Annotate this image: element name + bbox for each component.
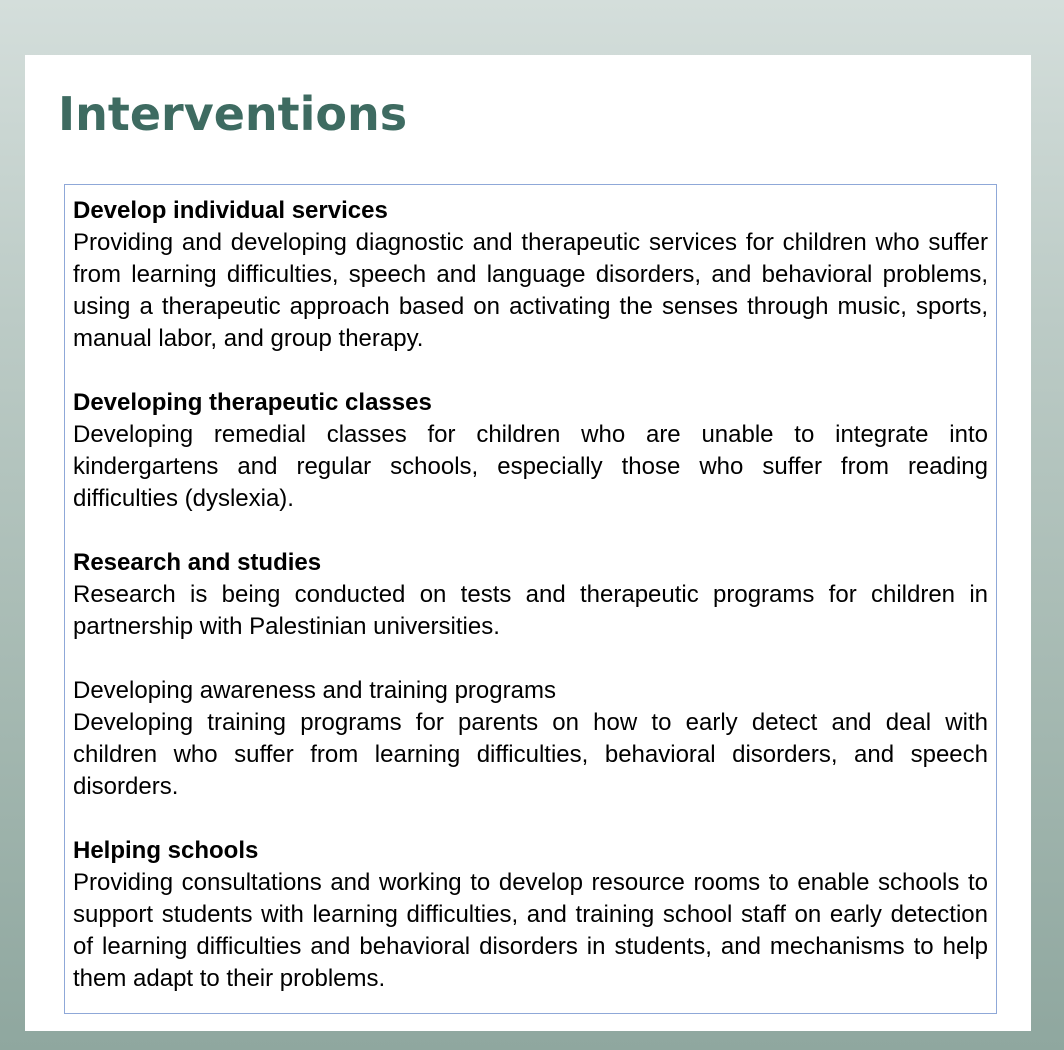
section-body: Developing training programs for parents on how to early detect and deal with children who suffer from learning difficulties, behavioral disorders, and speech disorders. (73, 709, 988, 800)
section-body: Providing consultations and working to develop resource rooms to enable schools to support students with learning difficulties, and training school staff on early detection of learning difficulties and behavioral disorders in students, and mechanisms to help them adapt to their problems. (73, 869, 988, 992)
section-heading: Developing awareness and training programs (73, 677, 556, 704)
section-body: Research is being conducted on tests and therapeutic programs for children in partnership with Palestinian universities. (73, 581, 988, 640)
section-individual-services (73, 195, 988, 355)
interventions-box (64, 184, 997, 1014)
section-heading: Helping schools (73, 837, 259, 864)
page-title: Interventions (58, 87, 408, 141)
section-heading: Develop individual services (73, 197, 388, 224)
section-body: Developing remedial classes for children who are unable to integrate into kindergartens and regular schools, especially those who suffer from reading difficulties (dyslexia). (73, 421, 988, 512)
section-heading: Developing therapeutic classes (73, 389, 432, 416)
document-card (25, 55, 1031, 1031)
section-therapeutic-classes (73, 387, 988, 515)
section-body: Providing and developing diagnostic and therapeutic services for children who suffer from learning difficulties, speech and language disorders, and behavioral problems, using a therapeutic approach based on activating the senses through music, sports, manual labor, and group therapy. (73, 229, 988, 352)
section-research-studies (73, 547, 988, 643)
section-heading: Research and studies (73, 549, 322, 576)
section-helping-schools (73, 835, 988, 995)
section-awareness-training (73, 675, 988, 803)
